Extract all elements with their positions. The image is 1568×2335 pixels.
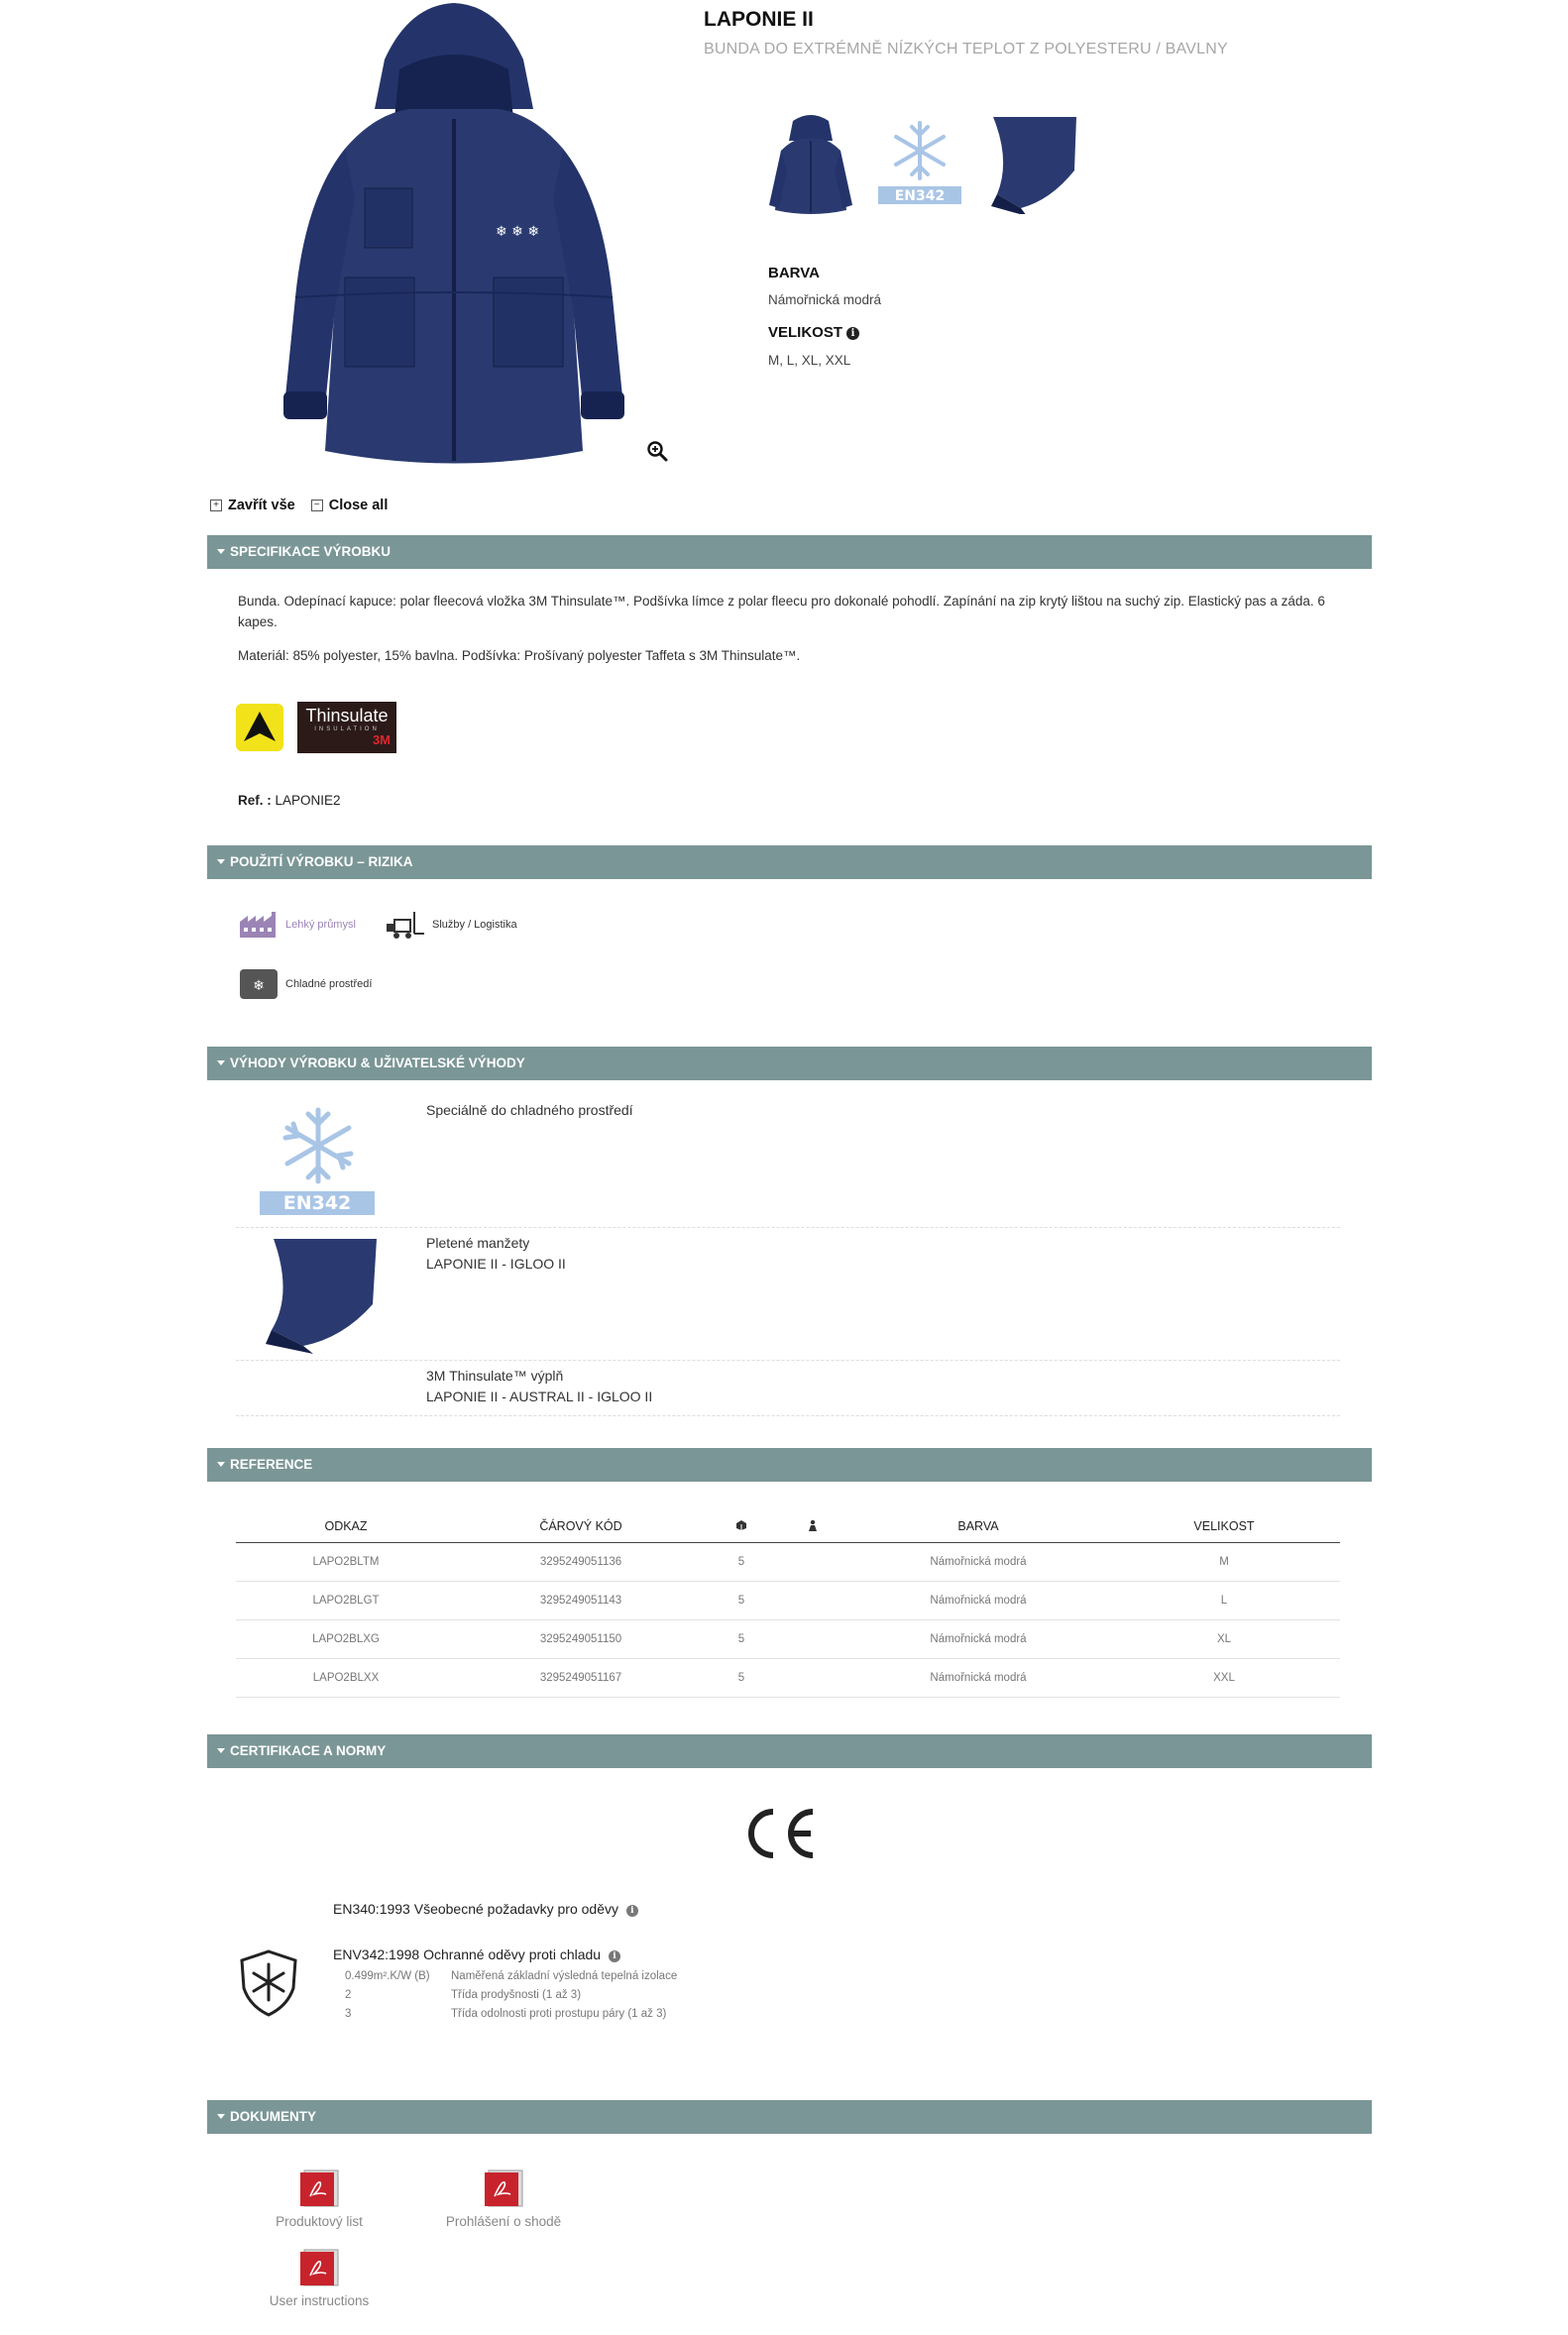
factory-icon bbox=[238, 910, 280, 940]
col-header-color[interactable]: BARVA bbox=[848, 1510, 1108, 1543]
benefit-title: 3M Thinsulate™ výplň bbox=[426, 1368, 564, 1384]
ce-mark-icon bbox=[743, 1806, 819, 1861]
box-icon bbox=[735, 1519, 747, 1531]
norm-description: Třída odolnosti proti prostupu páry (1 až 3) bbox=[451, 2008, 667, 2020]
cell-color: Námořnická modrá bbox=[848, 1659, 1108, 1698]
cell-person bbox=[777, 1582, 848, 1620]
section-header-usage[interactable] bbox=[207, 845, 1372, 879]
norm-value: 2 bbox=[345, 1989, 352, 2001]
cell-barcode: 3295249051150 bbox=[456, 1620, 706, 1659]
divider bbox=[236, 1227, 1340, 1228]
document-link[interactable] bbox=[245, 2168, 393, 2229]
thumbnail-jacket[interactable] bbox=[763, 111, 858, 214]
table-row[interactable] bbox=[236, 1543, 1340, 1582]
svg-text:❄ ❄ ❄: ❄ ❄ ❄ bbox=[496, 224, 540, 240]
col-header-barcode[interactable]: ČÁROVÝ KÓD bbox=[456, 1510, 706, 1543]
forklift-icon bbox=[385, 910, 426, 940]
ref-value: LAPONIE2 bbox=[275, 793, 341, 808]
spec-description: Bunda. Odepínací kapuce: polar fleecová vložka 3M Thinsulate™. Podšívka límce z polar fleecu pro dokonalé pohodlí. Zapínání na zip krytý lištou na suchý zip. Elastický pas a záda. 6 kapes. bbox=[238, 594, 1325, 629]
size-value: M, L, XL, XXL bbox=[768, 353, 851, 368]
zoom-icon[interactable] bbox=[646, 440, 668, 462]
cuff-image bbox=[254, 1235, 377, 1354]
collapse-icon[interactable]: − bbox=[311, 500, 323, 511]
pdf-icon bbox=[481, 2168, 526, 2208]
cell-barcode: 3295249051167 bbox=[456, 1659, 706, 1698]
usage-label: Lehký průmysl bbox=[285, 919, 356, 931]
col-header-ref[interactable]: ODKAZ bbox=[236, 1510, 456, 1543]
norm-description: Třída prodyšnosti (1 až 3) bbox=[451, 1989, 582, 2001]
cell-ref: LAPO2BLXG bbox=[236, 1620, 456, 1659]
cell-ref: LAPO2BLXX bbox=[236, 1659, 456, 1698]
document-link[interactable] bbox=[245, 2248, 393, 2308]
norm-env342-title: ENV342:1998 Ochranné oděvy proti chladu bbox=[333, 1946, 602, 1962]
close-all-link[interactable]: Close all bbox=[328, 498, 389, 513]
norm-value: 3 bbox=[345, 2008, 352, 2020]
col-header-box[interactable] bbox=[706, 1510, 777, 1543]
cell-color: Námořnická modrá bbox=[848, 1543, 1108, 1582]
3m-logo-text: 3M bbox=[372, 732, 391, 747]
person-icon bbox=[807, 1519, 819, 1531]
section-header-reference[interactable] bbox=[207, 1448, 1372, 1482]
caret-down-icon bbox=[217, 1748, 225, 1753]
pdf-icon bbox=[296, 2248, 342, 2287]
cold-environment-icon bbox=[238, 968, 280, 1000]
cell-ref: LAPO2BLGT bbox=[236, 1582, 456, 1620]
section-header-benefits[interactable] bbox=[207, 1047, 1372, 1080]
info-icon[interactable]: i bbox=[609, 1950, 620, 1962]
reference-table bbox=[236, 1510, 1340, 1698]
thumbnail-cuff[interactable] bbox=[981, 111, 1076, 214]
color-label: BARVA bbox=[768, 265, 820, 281]
info-icon[interactable]: i bbox=[626, 1905, 638, 1917]
cell-qty: 5 bbox=[706, 1620, 777, 1659]
section-title: SPECIFIKACE VÝROBKU bbox=[230, 544, 392, 559]
collapse-all-link[interactable]: Zavřít vše bbox=[228, 498, 295, 513]
usage-label: Služby / Logistika bbox=[432, 919, 517, 931]
cell-color: Námořnická modrá bbox=[848, 1582, 1108, 1620]
benefit-title: Pletené manžety bbox=[426, 1235, 530, 1251]
thinsulate-logo-sub: INSULATION bbox=[314, 726, 380, 732]
section-header-spec[interactable] bbox=[207, 535, 1372, 569]
caret-down-icon bbox=[217, 1462, 225, 1467]
thumbnail-en342[interactable] bbox=[872, 111, 967, 214]
delta-plus-logo bbox=[236, 704, 283, 751]
thinsulate-logo-text: Thinsulate bbox=[305, 706, 389, 725]
section-title: CERTIFIKACE A NORMY bbox=[230, 1743, 387, 1758]
cell-person bbox=[777, 1543, 848, 1582]
col-header-person[interactable] bbox=[777, 1510, 848, 1543]
document-label: Produktový list bbox=[276, 2214, 363, 2229]
spec-material: Materiál: 85% polyester, 15% bavlna. Podšívka: Prošívaný polyester Taffeta s 3M Thinsulate™. bbox=[238, 648, 801, 663]
cell-person bbox=[777, 1620, 848, 1659]
cell-person bbox=[777, 1659, 848, 1698]
benefit-subtitle: LAPONIE II - IGLOO II bbox=[426, 1256, 566, 1272]
norm-env342 bbox=[333, 1946, 620, 1962]
table-row[interactable] bbox=[236, 1582, 1340, 1620]
usage-item bbox=[385, 910, 517, 940]
cell-qty: 5 bbox=[706, 1543, 777, 1582]
caret-down-icon bbox=[217, 1060, 225, 1065]
size-label-row bbox=[768, 324, 859, 341]
usage-item bbox=[238, 968, 372, 1000]
col-header-size[interactable]: VELIKOST bbox=[1108, 1510, 1340, 1543]
caret-down-icon bbox=[217, 859, 225, 864]
en342-badge bbox=[254, 1102, 383, 1217]
cell-size: XXL bbox=[1108, 1659, 1340, 1698]
cell-barcode: 3295249051136 bbox=[456, 1543, 706, 1582]
cell-color: Námořnická modrá bbox=[848, 1620, 1108, 1659]
usage-item bbox=[238, 910, 356, 940]
table-row[interactable] bbox=[236, 1620, 1340, 1659]
table-header-row bbox=[236, 1510, 1340, 1543]
section-header-docs[interactable] bbox=[207, 2100, 1372, 2134]
table-row[interactable] bbox=[236, 1659, 1340, 1698]
product-ref bbox=[238, 793, 341, 808]
en342-badge-label: EN342 bbox=[282, 1192, 352, 1214]
divider bbox=[236, 1415, 1340, 1416]
expand-icon[interactable]: + bbox=[210, 500, 222, 511]
caret-down-icon bbox=[217, 2114, 225, 2119]
section-title: DOKUMENTY bbox=[230, 2109, 316, 2124]
section-title: VÝHODY VÝROBKU & UŽIVATELSKÉ VÝHODY bbox=[230, 1056, 525, 1070]
document-label: User instructions bbox=[269, 2293, 370, 2308]
cold-protection-shield-icon bbox=[238, 1948, 299, 2018]
usage-label: Chladné prostředí bbox=[285, 978, 373, 990]
cell-qty: 5 bbox=[706, 1659, 777, 1698]
cell-size: L bbox=[1108, 1582, 1340, 1620]
document-label: Prohlášení o shodě bbox=[445, 2214, 562, 2229]
document-link[interactable] bbox=[429, 2168, 578, 2229]
divider bbox=[236, 1360, 1340, 1361]
thinsulate-logo bbox=[297, 702, 396, 753]
section-header-certs[interactable] bbox=[207, 1734, 1372, 1768]
product-subtitle: BUNDA DO EXTRÉMNĚ NÍZKÝCH TEPLOT Z POLYESTERU / BAVLNY bbox=[704, 41, 1228, 57]
product-title: LAPONIE II bbox=[704, 8, 814, 31]
pdf-icon bbox=[296, 2168, 342, 2208]
norm-en340 bbox=[333, 1901, 638, 1917]
cell-size: XL bbox=[1108, 1620, 1340, 1659]
info-icon[interactable]: i bbox=[846, 327, 859, 340]
size-label: VELIKOST bbox=[768, 324, 843, 341]
section-title: REFERENCE bbox=[230, 1457, 313, 1472]
product-main-image[interactable] bbox=[236, 0, 672, 474]
benefit-subtitle: LAPONIE II - AUSTRAL II - IGLOO II bbox=[426, 1389, 653, 1404]
svg-text:❄: ❄ bbox=[253, 978, 265, 994]
ref-label: Ref. : bbox=[238, 793, 272, 808]
caret-down-icon bbox=[217, 549, 225, 554]
color-value: Námořnická modrá bbox=[768, 292, 882, 307]
cell-qty: 5 bbox=[706, 1582, 777, 1620]
norm-value: 0.499m².K/W (B) bbox=[345, 1970, 430, 1982]
cell-ref: LAPO2BLTM bbox=[236, 1543, 456, 1582]
toggle-row bbox=[210, 498, 388, 513]
section-title: POUŽITÍ VÝROBKU – RIZIKA bbox=[230, 854, 413, 869]
cell-size: M bbox=[1108, 1543, 1340, 1582]
benefit-title: Speciálně do chladného prostředí bbox=[426, 1102, 633, 1118]
cell-barcode: 3295249051143 bbox=[456, 1582, 706, 1620]
norm-description: Naměřená základní výsledná tepelná izolace bbox=[451, 1970, 678, 1982]
norm-en340-title: EN340:1993 Všeobecné požadavky pro oděvy bbox=[333, 1901, 618, 1917]
en342-label: EN342 bbox=[894, 188, 946, 204]
